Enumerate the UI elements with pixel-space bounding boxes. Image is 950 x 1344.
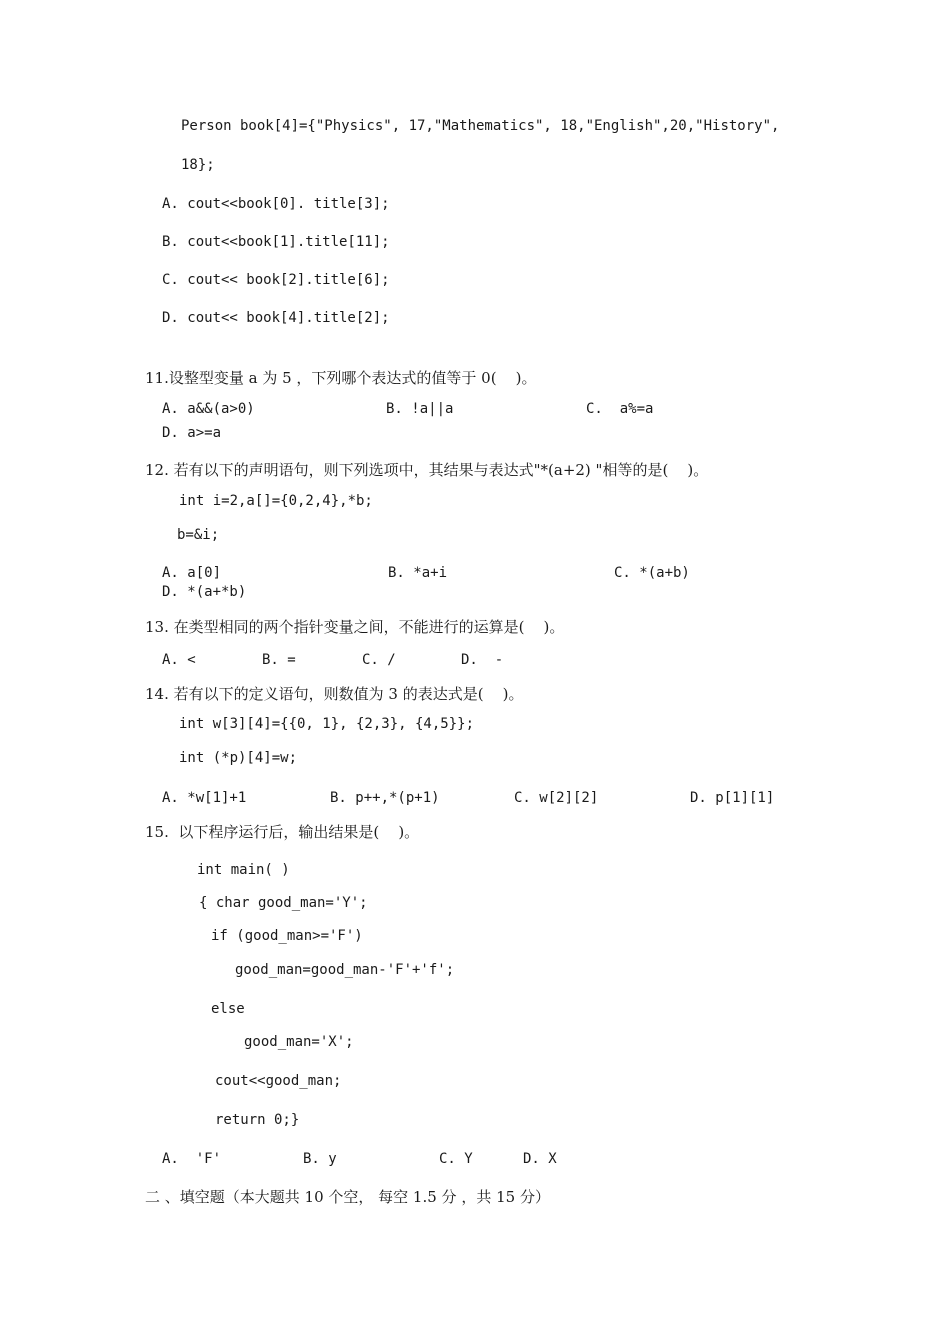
q14-stem: 14. 若有以下的定义语句，则数值为 3 的表达式是( )。 (145, 685, 524, 703)
q15-code-line5: else (211, 1001, 245, 1017)
q14-option-a: A. *w[1]+1 (162, 790, 247, 806)
q12-option-b: B. *a+i (388, 565, 448, 581)
q14-option-b: B. p++,*(p+1) (330, 790, 440, 806)
q14-code-line1: int w[3][4]={{0, 1}, {2,3}, {4,5}}; (179, 716, 475, 732)
q12-stem: 12. 若有以下的声明语句，则下列选项中，其结果与表达式"*(a+2) "相等的是( )。 (145, 461, 709, 479)
q15-code-line8: return 0;} (215, 1112, 300, 1128)
q11-option-a: A. a&&(a>0) (162, 401, 255, 417)
q15-code-line3: if (good_man>='F') (211, 928, 363, 944)
section2-heading: 二 、填空题（本大题共 10 个空， 每空 1.5 分 ，共 15 分） (145, 1188, 550, 1206)
q13-option-a: A. < (162, 652, 196, 668)
q15-option-b: B. y (303, 1151, 337, 1167)
q14-option-c: C. w[2][2] (514, 790, 599, 806)
q15-option-c: C. Y (439, 1151, 473, 1167)
q13-option-c: C. / (362, 652, 396, 668)
q13-option-b: B. = (262, 652, 296, 668)
q10-option-c: C. cout<< book[2].title[6]; (162, 272, 390, 288)
q15-code-line2: { char good_man='Y'; (199, 895, 368, 911)
q11-stem: 11.设整型变量 a 为 5 ，下列哪个表达式的值等于 0( )。 (145, 369, 537, 387)
q13-option-d: D. - (461, 652, 504, 668)
q15-option-d: D. X (523, 1151, 557, 1167)
q15-code-line4: good_man=good_man-'F'+'f'; (235, 962, 455, 978)
q15-code-line1: int main( ) (197, 862, 290, 878)
q14-option-d: D. p[1][1] (690, 790, 775, 806)
q11-option-b: B. !a||a (386, 401, 454, 417)
q10-declaration-line2: 18}; (181, 157, 215, 173)
q12-option-c: C. *(a+b) (614, 565, 690, 581)
q14-code-line2: int (*p)[4]=w; (179, 750, 298, 766)
q11-option-c: C. a%=a (586, 401, 654, 417)
q12-code-line2: b=&i; (177, 527, 220, 543)
q15-code-line6: good_man='X'; (244, 1034, 354, 1050)
q15-code-line7: cout<<good_man; (215, 1073, 342, 1089)
q10-option-b: B. cout<<book[1].title[11]; (162, 234, 390, 250)
q10-option-a: A. cout<<book[0]. title[3]; (162, 196, 390, 212)
q12-code-line1: int i=2,a[]={0,2,4},*b; (179, 493, 373, 509)
q10-declaration-line1: Person book[4]={"Physics", 17,"Mathematics", 18,"English",20,"History", (181, 118, 780, 134)
q12-option-d: D. *(a+*b) (162, 584, 247, 600)
q10-option-d: D. cout<< book[4].title[2]; (162, 310, 390, 326)
q15-option-a: A. 'F' (162, 1151, 222, 1167)
q13-stem: 13. 在类型相同的两个指针变量之间，不能进行的运算是( )。 (145, 618, 565, 636)
q15-stem: 15. 以下程序运行后，输出结果是( )。 (145, 823, 420, 841)
q11-option-d: D. a>=a (162, 425, 222, 441)
q12-option-a: A. a[0] (162, 565, 222, 581)
